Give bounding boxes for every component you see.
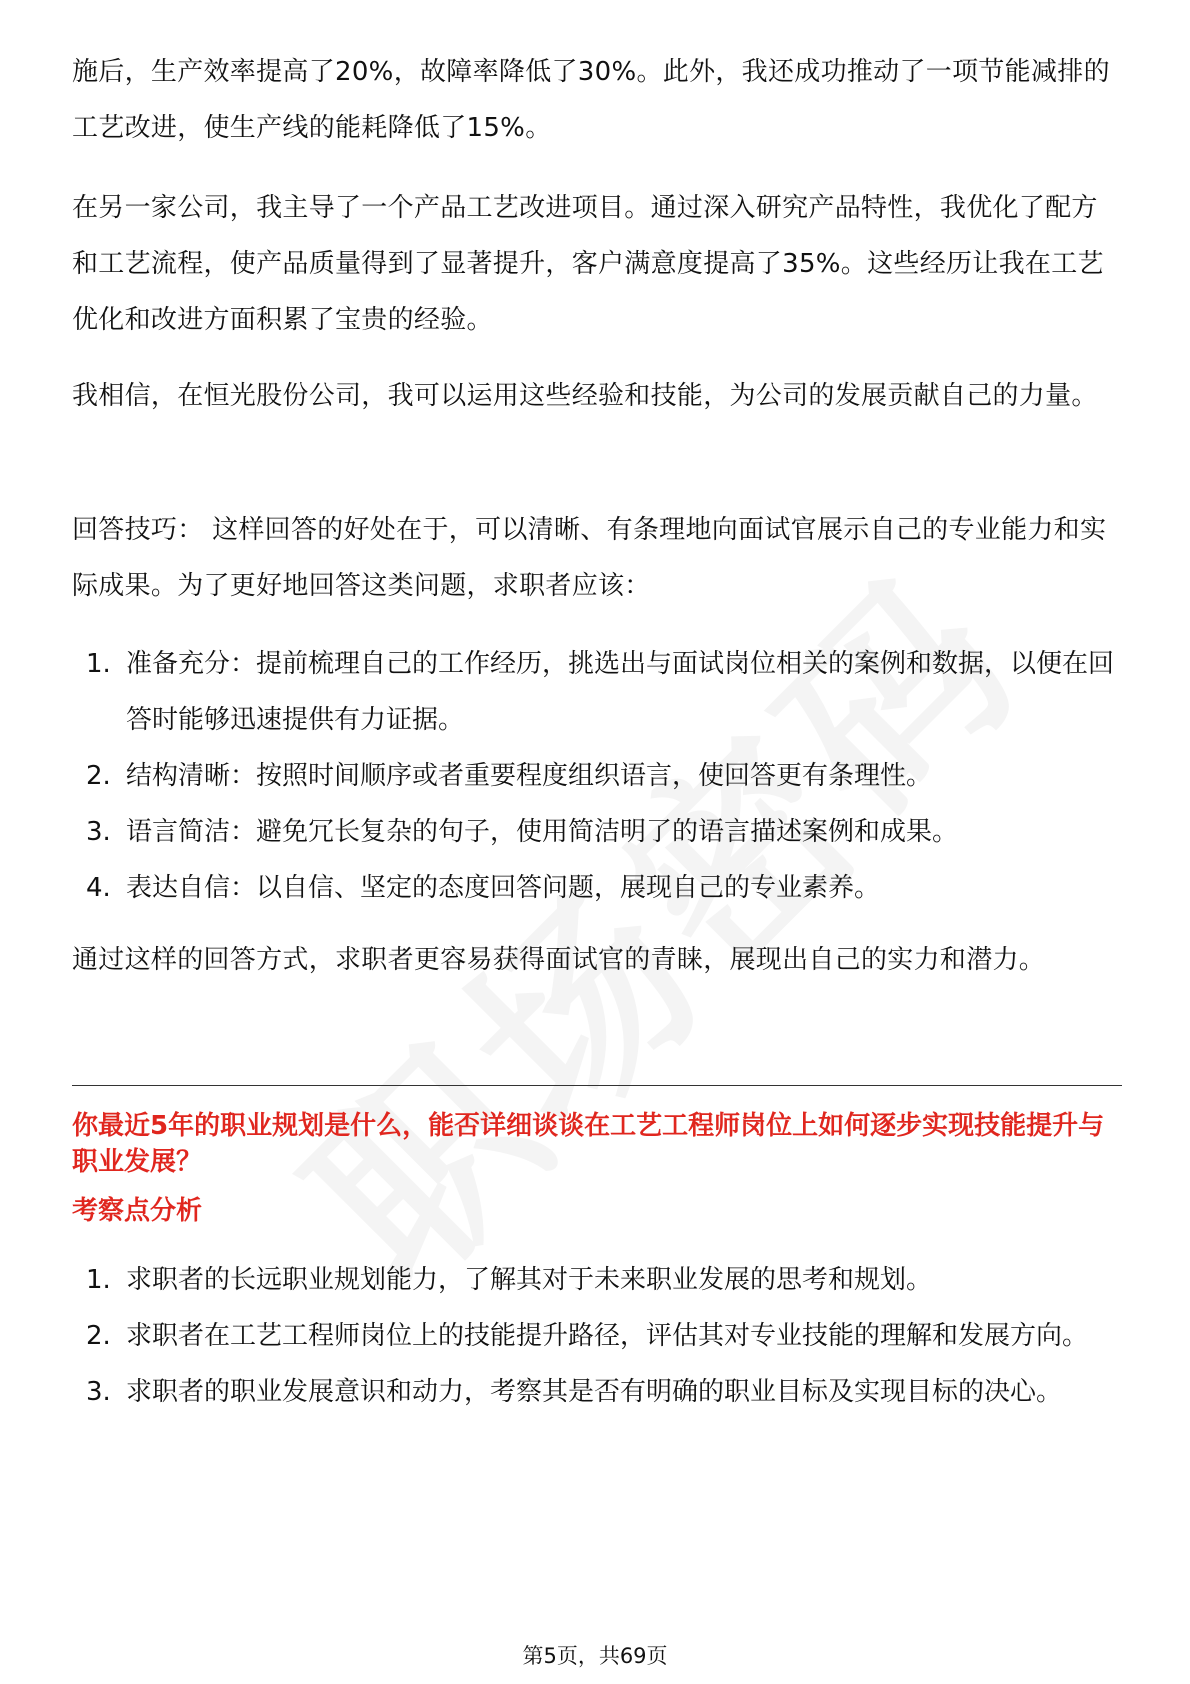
list-text: 表达自信：以自信、坚定的态度回答问题，展现自己的专业素养。 (126, 873, 881, 903)
document-page (72, 0, 1122, 1684)
list-number: 2. (86, 1321, 111, 1351)
list-item (72, 1252, 1122, 1308)
list-item (72, 1364, 1122, 1420)
list-text: 求职者在工艺工程师岗位上的技能提升路径，评估其对专业技能的理解和发展方向。 (126, 1321, 1089, 1351)
paragraph-3: 我相信，在恒光股份公司，我可以运用这些经验和技能，为公司的发展贡献自己的力量。 (72, 381, 1098, 411)
list-item (72, 636, 1122, 748)
tips-list (72, 636, 1122, 916)
page-footer: 第5页，共69页 (522, 1644, 668, 1668)
list-number: 3. (86, 1377, 111, 1407)
list-number: 1. (86, 1265, 111, 1295)
answer-tips-paragraph: 回答技巧： 这样回答的好处在于，可以清晰、有条理地向面试官展示自己的专业能力和实际成果。为了更好地回答这类问题，求职者应该： (72, 515, 1107, 601)
list-item (72, 860, 1122, 916)
list-item (72, 748, 1122, 804)
analysis-list (72, 1252, 1122, 1420)
list-number: 4. (86, 873, 111, 903)
list-text: 结构清晰：按照时间顺序或者重要程度组织语言，使回答更有条理性。 (126, 761, 933, 791)
list-number: 3. (86, 817, 111, 847)
list-number: 1. (86, 649, 111, 679)
list-text: 语言简洁：避免冗长复杂的句子，使用简洁明了的语言描述案例和成果。 (126, 817, 959, 847)
paragraph-2: 在另一家公司，我主导了一个产品工艺改进项目。通过深入研究产品特性，我优化了配方和工艺流程，使产品质量得到了显著提升，客户满意度提高了35%。这些经历让我在工艺优化和改进方面积累了宝贵的经验。 (72, 193, 1104, 335)
list-number: 2. (86, 761, 111, 791)
paragraph-5: 通过这样的回答方式，求职者更容易获得面试官的青睐，展现出自己的实力和潜力。 (72, 945, 1046, 975)
section-divider (72, 1085, 1122, 1086)
list-text: 求职者的长远职业规划能力，了解其对于未来职业发展的思考和规划。 (126, 1265, 933, 1295)
analysis-heading: 考察点分析 (72, 1196, 203, 1226)
list-text: 准备充分：提前梳理自己的工作经历，挑选出与面试岗位相关的案例和数据，以便在回答时能够迅速提供有力证据。 (126, 649, 1115, 735)
list-item (72, 804, 1122, 860)
question-heading: 你最近5年的职业规划是什么，能否详细谈谈在工艺工程师岗位上如何逐步实现技能提升与职业发展？ (72, 1111, 1105, 1177)
paragraph-1: 施后，生产效率提高了20%，故障率降低了30%。此外，我还成功推动了一项节能减排的工艺改进，使生产线的能耗降低了15%。 (72, 57, 1110, 143)
list-item (72, 1308, 1122, 1364)
list-text: 求职者的职业发展意识和动力，考察其是否有明确的职业目标及实现目标的决心。 (126, 1377, 1063, 1407)
